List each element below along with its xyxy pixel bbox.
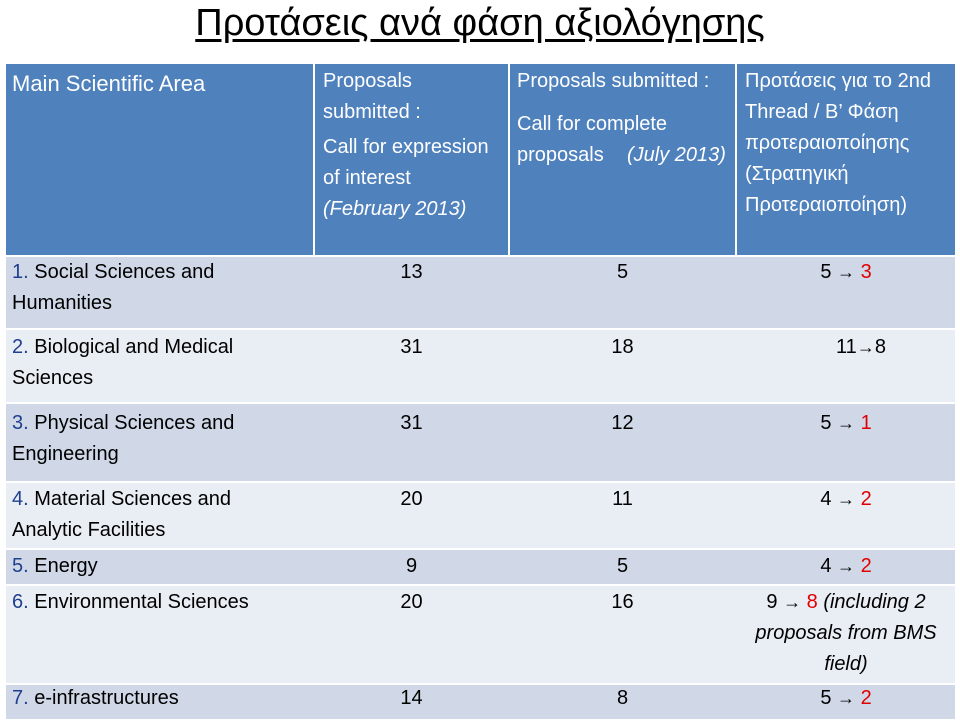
to-value: 8	[874, 336, 886, 358]
row-number: 4.	[12, 488, 29, 510]
page-title: Προτάσεις ανά φάση αξιολόγησης	[195, 2, 765, 44]
row-second-thread	[737, 257, 955, 288]
arrow-right-icon: →	[837, 489, 855, 509]
arrow-right-icon: →	[783, 592, 802, 612]
arrow-right-icon: →	[837, 262, 855, 282]
row-number: 5.	[12, 555, 29, 577]
row-area-label: e-infrastructures	[34, 687, 179, 709]
row-area-label: Biological and Medical Sciences	[12, 336, 234, 389]
header-col3-line1: Proposals submitted :	[517, 70, 710, 92]
header-complete-proposals	[510, 64, 735, 255]
row-expression-count: 31	[400, 412, 423, 434]
row-expression-count: 20	[400, 591, 423, 613]
row-area	[6, 484, 306, 546]
row-area	[6, 551, 306, 582]
row-number: 2.	[12, 336, 29, 358]
header-col2-line2: Call for expression of interest	[323, 136, 489, 189]
row-number: 3.	[12, 412, 29, 434]
row-number: 6.	[12, 591, 29, 613]
row-complete-count: 16	[611, 591, 634, 613]
from-value: 9	[766, 591, 778, 613]
row-second-thread	[737, 484, 955, 515]
row-expression-count: 13	[400, 261, 423, 283]
row-second-thread	[737, 408, 955, 439]
row-complete-count: 12	[611, 412, 634, 434]
arrow-right-icon: →	[837, 556, 855, 576]
header-col3-line3: (July 2013)	[627, 144, 726, 166]
to-value: 3	[860, 261, 872, 283]
header-col2-line3: (February 2013)	[323, 198, 467, 220]
row-number: 1.	[12, 261, 29, 283]
row-expression-count: 31	[400, 336, 423, 358]
header-main-area-label: Main Scientific Area	[12, 71, 206, 96]
row-complete-count: 11	[612, 488, 633, 510]
from-value: 5	[820, 261, 832, 283]
row-complete-count: 8	[616, 687, 629, 709]
from-value: 5	[820, 687, 832, 709]
row-area-label: Environmental Sciences	[34, 591, 249, 613]
row-second-thread	[737, 587, 955, 680]
row-second-thread	[737, 551, 955, 582]
header-col3-line2: Call for complete proposals	[517, 113, 668, 166]
row-second-thread	[737, 683, 955, 714]
arrow-right-icon: →	[837, 413, 855, 433]
row-area	[6, 683, 306, 714]
from-value: 5	[820, 412, 832, 434]
row-area	[6, 587, 306, 618]
arrow-right-icon: →	[837, 688, 855, 708]
row-number: 7.	[12, 687, 29, 709]
row-area-label: Energy	[34, 555, 98, 577]
from-value: 4	[820, 488, 832, 510]
row-area	[6, 257, 306, 319]
row-expression-count: 14	[400, 687, 423, 709]
to-value: 8	[806, 591, 818, 613]
header-expression-of-interest	[315, 64, 508, 255]
to-value: 2	[860, 555, 872, 577]
row-note: (including 2 proposals from BMS field)	[755, 591, 937, 675]
from-value: 11	[836, 336, 857, 358]
row-second-thread	[737, 332, 955, 363]
header-col2-line1: Proposals submitted :	[323, 70, 421, 123]
row-expression-count: 20	[400, 488, 423, 510]
arrow-right-icon: →	[856, 337, 875, 357]
row-area	[6, 332, 306, 394]
from-value: 4	[820, 555, 832, 577]
row-area-label: Material Sciences and Analytic Facilities	[12, 488, 232, 541]
row-complete-count: 5	[616, 261, 629, 283]
row-complete-count: 5	[616, 555, 629, 577]
row-complete-count: 18	[611, 336, 634, 358]
row-area-label: Physical Sciences and Engineering	[12, 412, 235, 465]
to-value: 2	[860, 687, 872, 709]
header-main-area	[6, 64, 313, 255]
row-expression-count: 9	[405, 555, 418, 577]
to-value: 2	[860, 488, 872, 510]
to-value: 1	[860, 412, 872, 434]
header-col4-label: Προτάσεις για το 2nd Thread / B’ Φάση προτεραιοποίησης (Στρατηγική Προτεραιοποίηση)	[745, 70, 931, 216]
row-area-label: Social Sciences and Humanities	[12, 261, 215, 314]
row-area	[6, 408, 306, 470]
header-second-thread	[737, 64, 955, 255]
